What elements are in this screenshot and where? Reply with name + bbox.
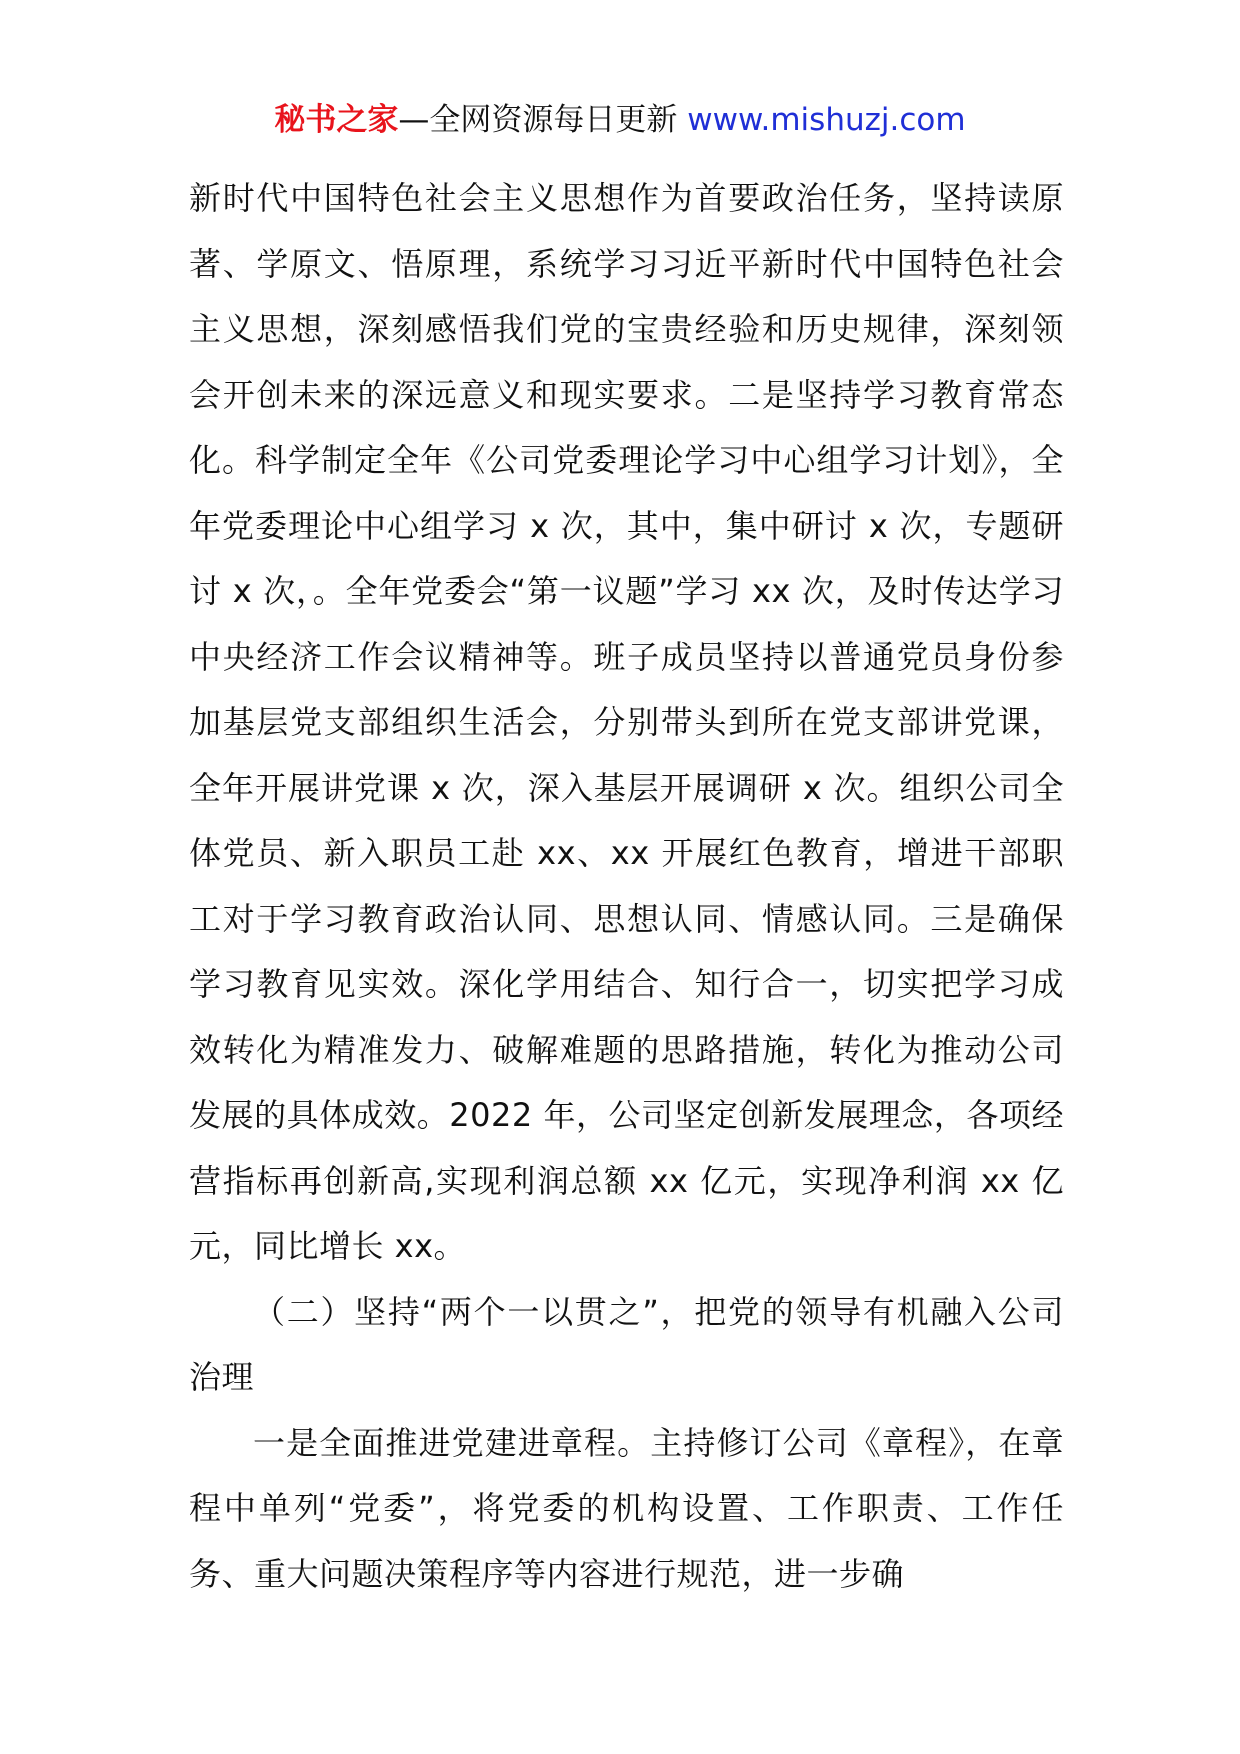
site-url-link[interactable]: www.mishuzj.com xyxy=(687,102,966,138)
site-header xyxy=(0,100,1240,140)
section-heading: （二）坚持“两个一以贯之”，把党的领导有机融入公司治理 xyxy=(189,1292,1064,1396)
header-tagline: —全网资源每日更新 xyxy=(398,102,678,138)
brand-name: 秘书之家 xyxy=(274,102,399,138)
body-paragraph: 一是全面推进党建进章程。主持修订公司《章程》，在章程中单列“党委”，将党委的机构设置、工作职责、工作任务、重大问题决策程序等内容进行规范，进一步确 xyxy=(189,1423,1064,1593)
document-body xyxy=(189,166,1064,1607)
body-paragraph: 新时代中国特色社会主义思想作为首要政治任务，坚持读原著、学原文、悟原理，系统学习习近平新时代中国特色社会主义思想，深刻感悟我们党的宝贵经验和历史规律，深刻领会开创未来的深远意义和现实要求。二是坚持学习教育常态化。科学制定全年《公司党委理论学习中心组学习计划》，全年党委理论中心组学习 x 次，其中，集中研讨 x 次，专题研讨 x 次，。全年党委会“第一议题”学习 xx 次，及时传达学习中央经济工作会议精神等。班子成员坚持以普通党员身份参加基层党支部组织生活会，分别带头到所在党支部讲党课，全年开展讲党课 x 次，深入基层开展调研 x 次。组织公司全体党员、新入职员工赴 xx、xx 开展红色教育，增进干部职工对于学习教育政治认同、思想认同、情感认同。三是确保学习教育见实效。深化学用结合、知行合一，切实把学习成效转化为精准发力、破解难题的思路措施，转化为推动公司发展的具体成效。2022 年，公司坚定创新发展理念，各项经营指标再创新高,实现利润总额 xx 亿元，实现净利润 xx 亿元，同比增长 xx。 xyxy=(189,179,1064,1265)
